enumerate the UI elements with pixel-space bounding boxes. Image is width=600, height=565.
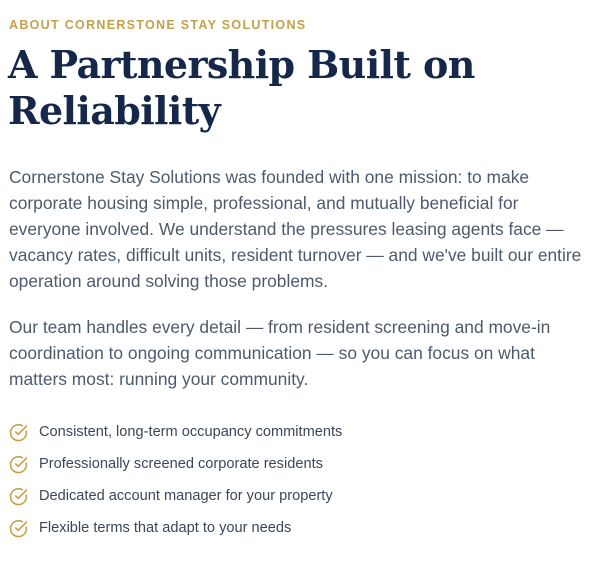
check-circle-icon (9, 423, 28, 442)
check-circle-icon (9, 487, 28, 506)
feature-list (9, 416, 594, 544)
feature-item (9, 480, 594, 512)
section-title-line-2: Reliability (8, 88, 221, 133)
section-title (8, 42, 594, 134)
feature-label: Consistent, long-term occupancy commitments (39, 424, 343, 440)
section-eyebrow: ABOUT CORNERSTONE STAY SOLUTIONS (9, 18, 307, 32)
feature-item (9, 416, 594, 448)
feature-label: Dedicated account manager for your property (39, 488, 333, 504)
about-paragraph-mission: Cornerstone Stay Solutions was founded with one mission: to make corporate housing simple, professional, and mutually beneficial for everyone involved. We understand the pressures leasing agents face — vacancy rates, difficult units, resident turnover — and we've built our entire operation around solving those problems. (9, 167, 582, 291)
about-section (9, 0, 594, 544)
about-paragraph-team: Our team handles every detail — from resident screening and move-in coordination to ongoing communication — so you can focus on what matters most: running your community. (9, 317, 551, 389)
check-circle-icon (9, 455, 28, 474)
feature-item (9, 448, 594, 480)
feature-label: Professionally screened corporate residents (39, 456, 323, 472)
feature-item (9, 512, 594, 544)
check-circle-icon (9, 519, 28, 538)
feature-label: Flexible terms that adapt to your needs (39, 520, 292, 536)
section-title-line-1: A Partnership Built on (8, 42, 475, 87)
